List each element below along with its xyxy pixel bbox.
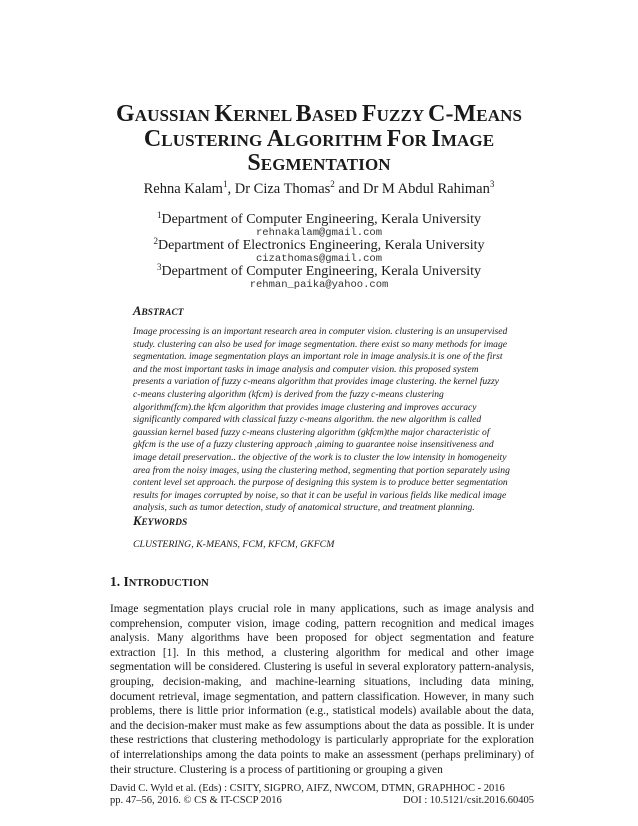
heading-small-caps: BSTRACT xyxy=(141,308,184,318)
footer-row xyxy=(110,795,534,807)
abstract-heading xyxy=(133,304,184,319)
affiliation-department: Department of Computer Engineering, Kerala University xyxy=(161,264,482,279)
heading-small-caps: NTRODUCTION xyxy=(128,578,209,589)
author-superscript: 2 xyxy=(330,179,335,189)
title-line xyxy=(80,125,558,153)
title-small-caps: UZZY xyxy=(376,106,429,125)
author-email: rehnakalam@gmail.com xyxy=(255,227,383,239)
title-capital: C xyxy=(143,125,162,152)
author-superscript: 3 xyxy=(489,179,495,189)
affiliation-department: Department of Computer Engineering, Kerala University xyxy=(161,212,482,227)
title-line xyxy=(80,152,558,177)
title-small-caps: LGORITHM xyxy=(284,130,387,150)
affiliation-3 xyxy=(60,264,578,280)
heading-capital: K xyxy=(133,514,142,528)
author-name: , Dr Ciza Thomas xyxy=(227,181,331,197)
title-small-caps: AUSSIAN xyxy=(134,106,215,125)
affiliation-2 xyxy=(60,238,578,254)
footer-doi: DOI : 10.5121/csit.2016.60405 xyxy=(403,795,534,806)
affiliation-superscript: 3 xyxy=(156,262,162,272)
heading-small-caps: EYWORDS xyxy=(141,518,188,528)
introduction-text: Image segmentation plays crucial role in many applications, such as image analysis and comprehension, computer vision, image coding, pattern recognition and medical images analysis. Many algorithms have been proposed for object segmentation and feature extraction [1]. In this method, a clustering algorithm for medical and other image segmentation will be considered. Clustering is useful in several exploratory pattern-analysis, grouping, decision-making, and machine-learning situations, including data mining, document retrieval, image segmentation, and pattern classification. However, in many such problems, there is little prior information (e.g., statistical models) available about the data, and the decision-maker must make as few assumptions about the data as possible. It is under these restrictions that clustering methodology is particularly appropriate for the exploration of interrelationships among the data points to make an assessment (perhaps preliminary) of their structure. Clustering is a process of partitioning or grouping a given xyxy=(110,603,534,776)
introduction-heading xyxy=(110,574,209,590)
title-small-caps: EGMENTATION xyxy=(260,155,391,174)
footer-pages: pp. 47–56, 2016. © CS & IT-CSCP 2016 xyxy=(110,795,282,806)
title-small-caps: LUSTERING xyxy=(161,130,267,150)
author-superscript: 1 xyxy=(222,179,228,189)
paper-title xyxy=(80,103,558,177)
author-email: cizathomas@gmail.com xyxy=(255,253,383,265)
title-capital: K xyxy=(214,101,234,127)
keywords-text: CLUSTERING, K-MEANS, FCM, KFCM, GKFCM xyxy=(133,539,335,550)
author-name: and Dr M Abdul Rahiman xyxy=(334,181,490,197)
affiliation-department: Department of Electronics Engineering, Kerala University xyxy=(157,238,485,253)
keywords-heading xyxy=(133,514,187,529)
title-capital: C-M xyxy=(428,101,477,127)
footer-proceedings: David C. Wyld et al. (Eds) : CSITY, SIGPRO, AIFZ, NWCOM, DTMN, GRAPHHOC - 2016 xyxy=(110,783,505,794)
title-small-caps: ERNEL xyxy=(233,106,296,125)
page-footer xyxy=(110,783,534,807)
section-number: 1. xyxy=(110,574,124,589)
heading-capital: I xyxy=(123,574,129,589)
title-capital: B xyxy=(295,101,312,127)
title-line xyxy=(80,103,558,128)
affiliation-superscript: 1 xyxy=(156,210,162,220)
abstract-text: Image processing is an important research area in computer vision. clustering is an unsupervised study. clustering can also be used for image segmentation. there exist so many methods for image segmentation. image segmentation plays an important role in image analysis.it is one of the first and the most important tasks in image analysis and computer vision. this proposed system presents a variation of fuzzy c-means algorithm that provides image clustering. the kernel fuzzy c-means clustering algorithm (kfcm) is derived from the fuzzy c-means clustering algorithm(fcm).the kfcm algorithm that provides image clustering and improves accuracy significantly compared with classical fuzzy c-means algorithm. the new algorithm is called gaussian kernel based fuzzy c-means clustering algorithm (gkfcm)the major characteristic of gkfcm is the use of a fuzzy clustering approach ,aiming to guarantee noise insensitiveness and image detail preservation.. the objective of the work is to cluster the low intensity in homogeneity area from the noisy images, using the clustering method, segmenting that portion separately using content level set approach. the purpose of designing this system is to produce better segmentation results for images corrupted by noise, so that it can be useful in various fields like medical image analysis, such as tumor detection, study of anatomical structure, and treatment planning. xyxy=(133,326,510,514)
title-capital: I xyxy=(431,125,441,152)
affiliation-1 xyxy=(60,212,578,228)
title-small-caps: MAGE xyxy=(440,130,495,150)
title-small-caps: EANS xyxy=(476,106,523,125)
title-capital: F xyxy=(386,125,402,152)
title-capital: A xyxy=(266,125,285,152)
affiliation-superscript: 2 xyxy=(153,236,158,246)
heading-capital: A xyxy=(133,304,142,318)
author-email: rehman_paika@yahoo.com xyxy=(249,279,389,291)
author-name: Rehna Kalam xyxy=(143,181,223,197)
title-capital: S xyxy=(247,150,261,176)
title-capital: F xyxy=(361,101,377,127)
author-list xyxy=(60,181,578,198)
title-small-caps: ASED xyxy=(311,106,362,125)
title-small-caps: OR xyxy=(401,130,432,150)
title-capital: G xyxy=(115,101,135,127)
